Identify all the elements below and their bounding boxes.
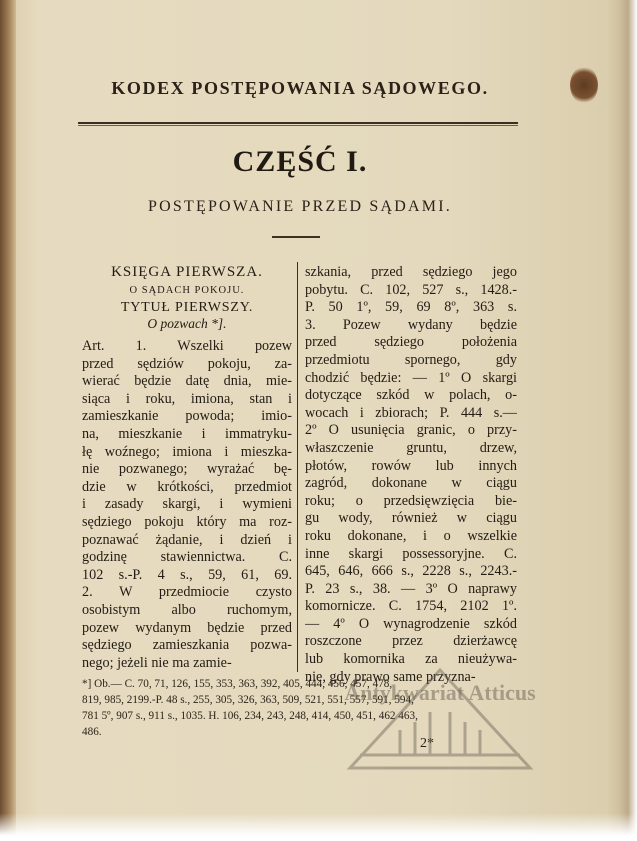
text-line: gu wody, również w ciągu [305,510,517,527]
right-column [305,264,517,686]
footnote-line: *] Ob.— C. 70, 71, 126, 155, 353, 363, 392, 405, 444, 456, 457, 478, [82,678,393,690]
text-line: zamieszkanie powoda; imio- [82,408,292,425]
footnote-line: 819, 985, 2199.-P. 48 s., 255, 305, 326, 363, 509, 521, 551, 557, 591, 594, [82,694,414,706]
text-line: poznawać żądanie, i dzień i [82,531,292,548]
text-line: P. 50 1º, 59, 69 8º, 363 s. [305,299,517,316]
part-subtitle: POSTĘPOWANIE PRZED SĄDAMI. [148,198,452,215]
text-line: przedmiotu spornego, gdy [305,351,517,368]
text-line: na, mieszkanie i immatryku- [82,425,292,442]
text-line: P. 23 s., 38. — 3º O naprawy [305,580,517,597]
left-column [82,264,292,672]
text-line: przed sędziego położenia [305,334,517,351]
footnote-line: 781 5º, 907 s., 911 s., 1035. H. 106, 234, 243, 248, 414, 450, 451, 462 463, [82,710,418,722]
page-number: 2* [420,736,434,751]
text-line: przed sędziów pokoju, za- [82,355,292,372]
footnotes [82,676,522,740]
text-line: sędziego zamieszkania pozwa- [82,637,292,654]
running-header: KODEX POSTĘPOWANIA SĄDOWEGO. [111,78,489,98]
left-text-body [82,338,292,672]
text-line: chodzić będzie: — 1º O skargi [305,369,517,386]
text-line: płotów, rowów lub innych [305,457,517,474]
text-line: i zasady skargi, i wymieni [82,496,292,513]
title-heading: TYTUŁ PIERWSZY. [120,300,254,315]
text-line: wierać będzie datę dnia, mie- [82,373,292,390]
text-line: 2. W przedmiocie czysto [82,584,292,601]
text-line: 2º O usunięcia granic, o przy- [305,422,517,439]
page-edge [607,0,637,841]
text-line: wocach i zbiorach; P. 444 s.— [305,404,517,421]
text-line: inne skargi possessoryjne. C. [305,545,517,562]
text-line: roku; o przedsięwzięcia bie- [305,492,517,509]
footnote-line: 486. [82,726,102,738]
book-spine [0,0,16,841]
text-line: 645, 646, 666 s., 2228 s., 2243.- [305,563,517,580]
page-bottom-edge [0,813,637,841]
text-line: nie, gdy prawo same przyzna- [305,668,476,685]
text-line: zagród, dokonane w ciągu [305,475,517,492]
ornament-rule [272,236,320,238]
text-line: 3. Pozew wydany będzie [305,316,517,333]
right-text-body [305,264,517,686]
watermark-text: Antykwariat Atticus [344,680,536,705]
part-title: CZĘŚĆ I. [232,145,368,178]
text-line: siąca i roku, imiona, stan i [82,390,292,407]
text-line: właszczenie gruntu, drzew, [305,439,517,456]
text-line: sędziego pokoju który ma roz- [82,513,292,530]
text-line: osobistym albo ruchomym, [82,601,292,618]
column-divider [297,262,298,672]
ink-stain [570,66,598,104]
title-subheading: O pozwach *]. [147,316,227,331]
text-line: nie pozwanego; wyrażać bę- [82,461,292,478]
text-line: pobytu. C. 102, 527 s., 1428.- [305,281,517,298]
text-line: łę woźnego; imiona i mieszka- [82,443,292,460]
book-title: KSIĘGA PIERWSZA. [111,264,263,280]
text-line: roszczone przez dzierżawcę [305,633,517,650]
text-line: komornicze. C. 1754, 2102 1º. [305,598,517,615]
header-rule [78,122,518,126]
text-line: dotyczące szkód w polach, o- [305,387,517,404]
text-line: pozew wydanym będzie przed [82,619,292,636]
text-line: lub komornika za nieużywa- [305,651,517,668]
section-title: O SĄDACH POKOJU. [129,285,245,296]
text-line: — 4º O wynagrodzenie szkód [305,615,517,632]
text-line: nego; jeżeli nie ma zamie- [82,654,232,671]
text-line: Art. 1. Wszelki pozew [82,338,292,354]
text-line: dzie w krótkości, przedmiot [82,478,292,495]
text-line: roku dokonane, i o wszelkie [305,527,517,544]
footnote-body [82,676,522,740]
text-line: 102 s.-P. 4 s., 59, 61, 69. [82,566,292,583]
text-line: godzinę stawiennictwa. C. [82,549,292,566]
text-line: szkania, przed sędziego jego [305,264,517,280]
